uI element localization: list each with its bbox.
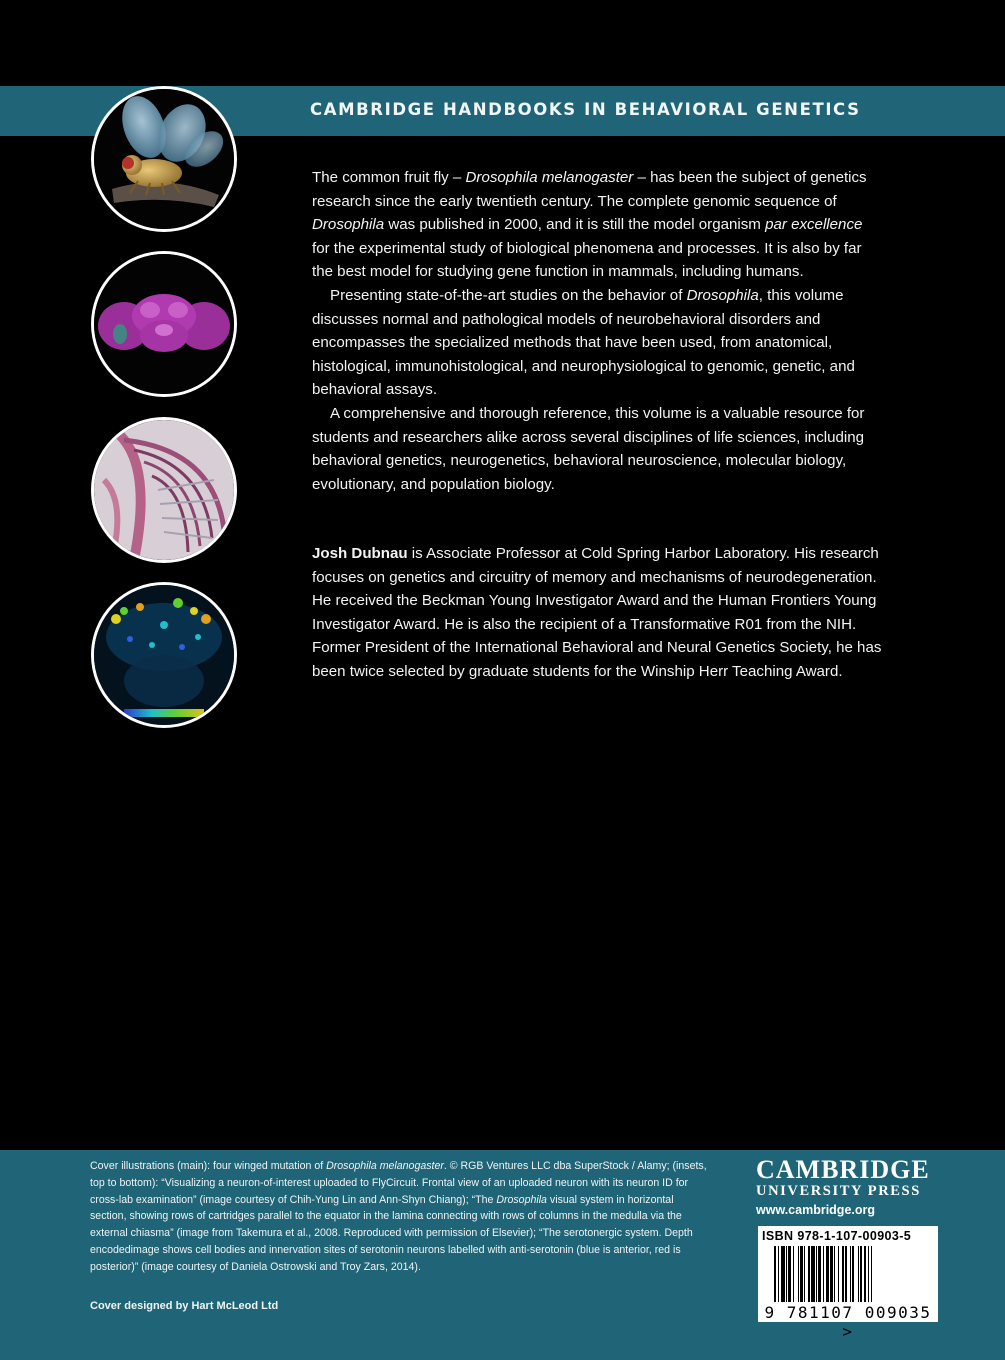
description-paragraph-1: The common fruit fly – Drosophila melanogaster – has been the subject of genetics research since the early twentieth century. The complete genomic sequence of Drosophila was published in 2000, and it is still the model organism par excellence for the experimental study of biological phenomena and processes. It is also by far the best model for studying gene function in mammals, including humans. [312,169,867,281]
series-title: CAMBRIDGE HANDBOOKS IN BEHAVIORAL GENETICS [310,100,861,119]
barcode-bar [864,1246,866,1302]
barcode-bar [793,1246,794,1302]
publisher-logo [756,1156,946,1217]
cover-credits [90,1158,710,1276]
barcode-bar [830,1246,832,1302]
barcode-bar [786,1246,787,1302]
section-illustration [94,420,234,560]
isbn-digits: 9 781107 009035 > [764,1303,932,1341]
barcode-bar [838,1246,839,1302]
cover-credits-text: Cover illustrations (main): four winged mutation of Drosophila melanogaster. © RGB Ventures LLC dba SuperStock / Alamy; (insets, top to bottom): “Visualizing a neuron-of-interest uploaded to FlyCircuit. Frontal view of an uploaded neuron with its neuron ID for cross-lab examination” (image courtesy of Chih-Yung Lin and Ann-Shyn Chiang); “The Drosophila visual system in horizontal section, showing rows of cartridges parallel to the equator in the lamina connecting with rows of columns in the medulla via the external chiasma” (image from Takemura et al., 2008. Reproduced with permission of Elsevier); “The serotonergic system. Depth encodedimage shows cell bodies and innervation sites of serotonin neurons labelled with anti-serotonin (blue is anterior, red is posterior)” (image courtesy of Daniela Ostrowski and Troy Zars, 2014). [90,1160,707,1273]
barcode-bar [842,1246,843,1302]
cover-designer: Cover designed by Hart McLeod Ltd [90,1300,279,1312]
barcode-bar [852,1246,854,1302]
inset-serotonin-image [91,582,237,728]
inset-section-image [91,417,237,563]
publisher-website: www.cambridge.org [756,1203,876,1217]
barcode-bar [816,1246,817,1302]
inset-fly-image [91,86,237,232]
barcode-bar [781,1246,785,1302]
publisher-press: UNIVERSITY PRESS [756,1183,921,1199]
barcode-bar [800,1246,802,1302]
barcode-bar [788,1246,790,1302]
barcode-bar [858,1246,859,1302]
isbn-barcode-box [758,1226,938,1341]
brain-illustration [94,254,234,394]
barcode-bar [850,1246,851,1302]
barcode-bar [845,1246,847,1302]
barcode-bar [860,1246,861,1302]
barcode-bar [834,1246,835,1302]
description-paragraph-2: Presenting state-of-the-art studies on the behavior of Drosophila, this volume discusses normal and pathological models of neurobehavioral disorders and encompasses the specialized methods that have been used, from anatomical, histological, immunohistological, and neurophysiological to genomic, genetic, and behavioral assays. [312,286,855,399]
serotonin-illustration [94,585,234,725]
author-bio-paragraph: Josh Dubnau is Associate Professor at Cold Spring Harbor Laboratory. His research focuses on genetics and circuitry of memory and mechanisms of neurodegeneration. He received the Beckman Young Investigator Award and the Human Frontiers Young Investigator Award. He is also the recipient of a Transformative R01 from the NIH. Former President of the International Behavioral and Neural Genetics Society, he has been twice selected by graduate students for the Winship Herr Teaching Award. [312,545,882,680]
publisher-name: CAMBRIDGE [756,1155,930,1184]
barcode-bar [804,1246,805,1302]
author-bio [312,542,882,684]
description-paragraph-3: A comprehensive and thorough reference, this volume is a valuable resource for students and researchers alike across several disciplines of life sciences, including behavioral genetics, neurogenetics, behavioral neuroscience, molecular biology, evolutionary, and population biology. [312,404,865,493]
barcode-bar [778,1246,779,1302]
isbn-label: ISBN 978-1-107-00903-5 [762,1229,912,1243]
barcode-bar [871,1246,872,1302]
barcode-bar [868,1246,869,1302]
barcode-bar [798,1246,799,1302]
barcode [774,1246,924,1302]
fly-illustration [94,89,234,229]
barcode-bar [774,1246,776,1302]
barcode-bar [808,1246,810,1302]
book-description [312,166,882,496]
barcode-bar [823,1246,824,1302]
barcode-bar [811,1246,815,1302]
barcode-bar [818,1246,820,1302]
inset-brain-image [91,251,237,397]
barcode-bar [826,1246,830,1302]
